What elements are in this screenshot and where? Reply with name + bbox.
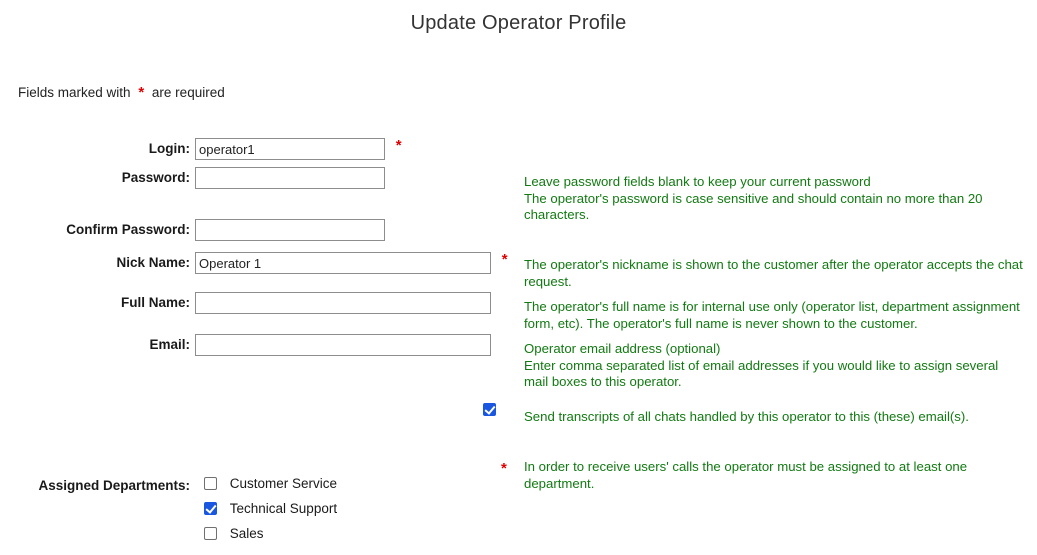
password-label: Password: [121, 170, 190, 185]
required-fields-note [18, 84, 225, 101]
department-label: Customer Service [229, 475, 338, 491]
required-note-suffix: are required [151, 85, 225, 100]
login-field-cell [195, 138, 402, 160]
login-label: Login: [148, 141, 190, 156]
list-item[interactable] [204, 525, 337, 550]
full-name-row [0, 292, 1037, 334]
assigned-departments-label: Assigned Departments: [38, 478, 190, 493]
nick-name-field-cell [195, 252, 508, 274]
send-transcripts-label[interactable]: Send transcripts of all chats handled by this operator to this (these) email(s). [524, 409, 969, 424]
login-row [0, 138, 1037, 167]
department-checkbox-sales[interactable] [204, 527, 217, 540]
login-required-asterisk-icon: * [395, 137, 402, 154]
nick-name-hint: The operator's nickname is shown to the customer after the operator accepts the chat request. [524, 257, 1023, 289]
password-row [0, 167, 1037, 222]
email-hint-line-2: Enter comma separated list of email addresses if you would like to assign several mail boxes to this operator. [524, 357, 999, 389]
departments-note: In order to receive users' calls the operator must be assigned to at least one department. [524, 459, 968, 491]
password-field-cell [195, 167, 385, 189]
password-input[interactable] [195, 167, 385, 189]
department-checkbox-customer-service[interactable] [204, 477, 217, 490]
nick-name-label: Nick Name: [116, 255, 190, 270]
send-transcripts-spacer [0, 399, 195, 402]
nick-name-row [0, 252, 1037, 292]
email-input[interactable] [195, 334, 491, 356]
nick-name-input[interactable] [195, 252, 491, 274]
full-name-hint: The operator's full name is for internal use only (operator list, department assignment form, etc). The operator's full name is never shown to the customer. [524, 299, 1020, 331]
confirm-password-label: Confirm Password: [66, 222, 190, 237]
email-row [0, 334, 1037, 389]
login-input[interactable] [195, 138, 385, 160]
full-name-field-cell [195, 292, 491, 314]
department-label: Technical Support [229, 500, 338, 516]
departments-list [195, 475, 337, 550]
page-title: Update Operator Profile [410, 12, 627, 34]
full-name-label: Full Name: [120, 295, 190, 310]
confirm-password-input[interactable] [195, 219, 385, 241]
password-hint-line-1: Leave password fields blank to keep your current password [524, 174, 871, 189]
department-checkbox-technical-support[interactable] [204, 502, 217, 515]
email-hint-line-1: Operator email address (optional) [524, 341, 721, 356]
department-label: Sales [229, 525, 264, 541]
required-note-prefix: Fields marked with [18, 85, 131, 100]
confirm-password-field-cell [195, 219, 385, 241]
password-hint-line-2: The operator's password is case sensitive and should contain no more than 20 characters. [524, 190, 983, 222]
email-label: Email: [149, 337, 190, 352]
nick-name-required-asterisk-icon: * [501, 251, 508, 268]
required-asterisk-icon: * [138, 84, 145, 101]
password-hint [524, 174, 1024, 224]
email-field-cell [195, 334, 491, 356]
list-item[interactable] [204, 475, 337, 500]
operator-profile-form [0, 138, 1037, 550]
send-transcripts-checkbox[interactable] [483, 403, 496, 416]
full-name-input[interactable] [195, 292, 491, 314]
departments-required-asterisk-icon: * [501, 460, 507, 477]
list-item[interactable] [204, 500, 337, 525]
assigned-departments-row [0, 429, 1037, 550]
email-hint [524, 341, 1024, 391]
